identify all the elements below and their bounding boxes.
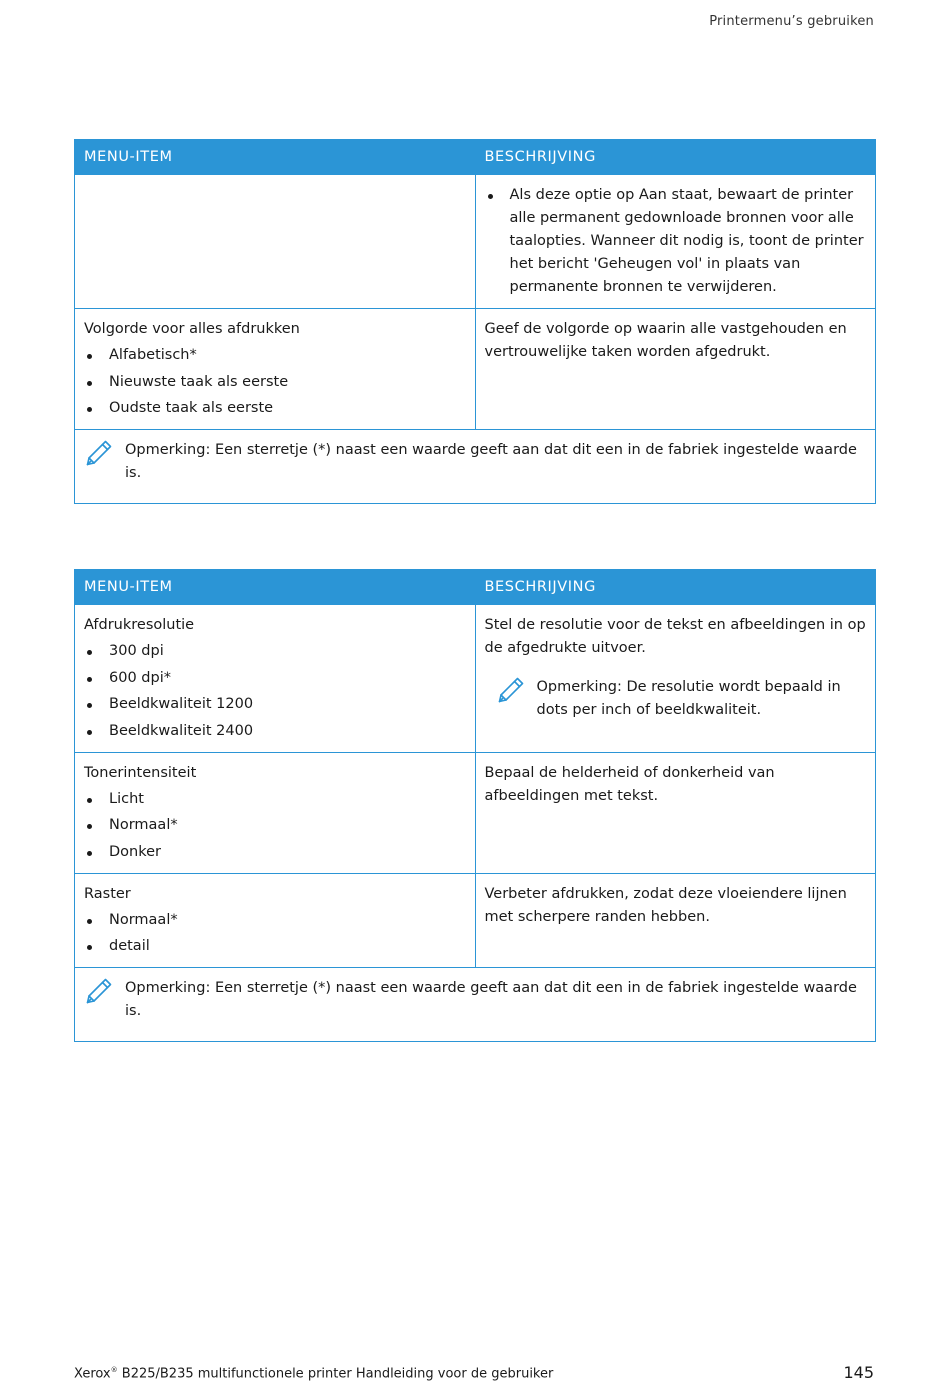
option-item: 300 dpi [84, 640, 467, 663]
table-row [75, 605, 876, 753]
description-bullet: Als deze optie op Aan staat, bewaart de printer alle permanent gedownloade bronnen voor alle taalopties. Wanneer dit nodig is, toont de printer het bericht 'Geheugen vol' in plaats van permanente bronnen te verwijderen. [485, 184, 868, 299]
description-text: Geef de volgorde op waarin alle vastgehouden en vertrouwelijke taken worden afgedrukt. [484, 321, 847, 360]
note-cell [75, 968, 876, 1042]
option-list [84, 640, 467, 743]
description-cell [475, 309, 876, 430]
footer-text: B225/B235 multifunctionele printer Handleiding voor de gebruiker [117, 1366, 554, 1382]
footer-brand: Xerox [74, 1366, 111, 1382]
menu-item-title: Afdrukresolutie [84, 617, 195, 633]
note-text: Opmerking: Een sterretje (*) naast een waarde geeft aan dat dit een in de fabriek ingestelde waarde is. [125, 980, 857, 1019]
menu-item-cell [75, 873, 476, 968]
option-item: Nieuwste taak als eerste [84, 371, 467, 394]
note-text: Opmerking: Een sterretje (*) naast een waarde geeft aan dat dit een in de fabriek ingestelde waarde is. [125, 442, 857, 481]
column-header-description: BESCHRIJVING [475, 570, 876, 605]
description-text: Stel de resolutie voor de tekst en afbeeldingen in op de afgedrukte uitvoer. [484, 617, 866, 656]
inline-note [485, 676, 868, 722]
footer-document-title [74, 1366, 553, 1381]
table-row [75, 752, 876, 873]
description-cell [475, 873, 876, 968]
note-row [75, 968, 876, 1042]
note [84, 977, 867, 1023]
running-header: Printermenu’s gebruiken [709, 14, 874, 29]
option-item: detail [84, 935, 467, 958]
column-header-menu-item: MENU-ITEM [75, 570, 476, 605]
pencil-icon [496, 675, 526, 705]
option-list [84, 909, 467, 959]
table-header-row [75, 140, 876, 175]
menu-item-title: Tonerintensiteit [84, 764, 197, 781]
menu-table-2 [74, 569, 876, 1042]
column-header-menu-item: MENU-ITEM [75, 140, 476, 175]
description-text: Verbeter afdrukken, zodat deze vloeiendere lijnen met scherpere randen hebben. [484, 885, 847, 925]
menu-item-cell [75, 752, 476, 873]
page-number: 145 [843, 1363, 874, 1382]
table-row [75, 175, 876, 309]
menu-item-cell [75, 309, 476, 430]
inline-note-text: Opmerking: De resolutie wordt bepaald in dots per inch of beeldkwaliteit. [536, 679, 841, 718]
registered-mark: ® [110, 1366, 118, 1374]
menu-item-cell [75, 605, 476, 753]
pencil-icon [84, 976, 114, 1006]
pencil-icon [84, 438, 114, 468]
menu-item-cell-empty [75, 175, 476, 309]
description-cell [475, 752, 876, 873]
column-header-description: BESCHRIJVING [475, 140, 876, 175]
description-text: Bepaal de helderheid of donkerheid van afbeeldingen met tekst. [484, 764, 775, 804]
table-row [75, 309, 876, 430]
option-item: Normaal* [84, 814, 467, 837]
option-item: Beeldkwaliteit 1200 [84, 693, 467, 716]
option-list [84, 788, 467, 864]
table-row [75, 873, 876, 968]
option-item: Beeldkwaliteit 2400 [84, 720, 467, 743]
description-cell [475, 175, 876, 309]
note-row [75, 430, 876, 504]
option-list [84, 344, 467, 420]
option-item: Licht [84, 788, 467, 811]
option-item: Normaal* [84, 909, 467, 932]
option-item: Donker [84, 841, 467, 864]
menu-item-title: Volgorde voor alles afdrukken [84, 321, 300, 337]
note-cell [75, 430, 876, 504]
menu-table-1 [74, 139, 876, 504]
option-item: 600 dpi* [84, 667, 467, 690]
note [84, 439, 867, 485]
table-header-row [75, 570, 876, 605]
option-item: Oudste taak als eerste [84, 397, 467, 420]
option-item: Alfabetisch* [84, 344, 467, 367]
menu-item-title: Raster [84, 885, 131, 902]
description-cell [475, 605, 876, 753]
